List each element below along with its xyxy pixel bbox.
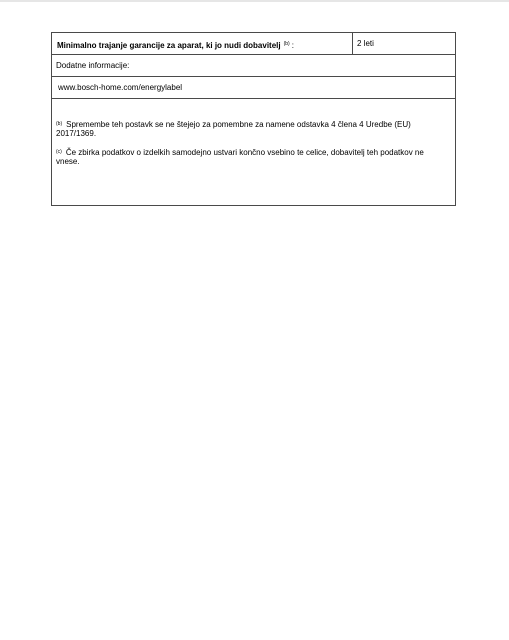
energy-label-link[interactable]: www.bosch-home.com/energylabel <box>58 83 183 92</box>
guarantee-footnote-ref: (b) <box>283 41 290 47</box>
product-info-table <box>51 32 456 206</box>
footnotes-row <box>52 99 455 205</box>
footnote-b-text: Spremembe teh postavk se ne štejejo za pomembne za namene odstavka 4 člena 4 Uredbe (EU) 2017/1369. <box>56 120 411 138</box>
footnote-b <box>56 120 435 138</box>
guarantee-row <box>52 33 455 55</box>
guarantee-value: 2 leti <box>357 39 374 48</box>
guarantee-label: Minimalno trajanje garancije za aparat, ki jo nudi dobavitelj <box>57 41 281 50</box>
additional-info-label: Dodatne informacije: <box>56 61 130 70</box>
footnote-c-text: Če zbirka podatkov o izdelkih samodejno ustvari končno vsebino te celice, dobavitelj teh podatkov ne vnese. <box>56 148 424 166</box>
footnote-c <box>56 148 435 166</box>
footnote-c-mark: (c) <box>56 149 62 155</box>
guarantee-label-cell <box>52 33 353 54</box>
footnote-b-mark: (b) <box>56 121 63 127</box>
guarantee-colon: : <box>291 41 294 50</box>
energy-label-link-row <box>52 77 455 99</box>
page-top-edge <box>0 0 509 2</box>
additional-info-row <box>52 55 455 77</box>
